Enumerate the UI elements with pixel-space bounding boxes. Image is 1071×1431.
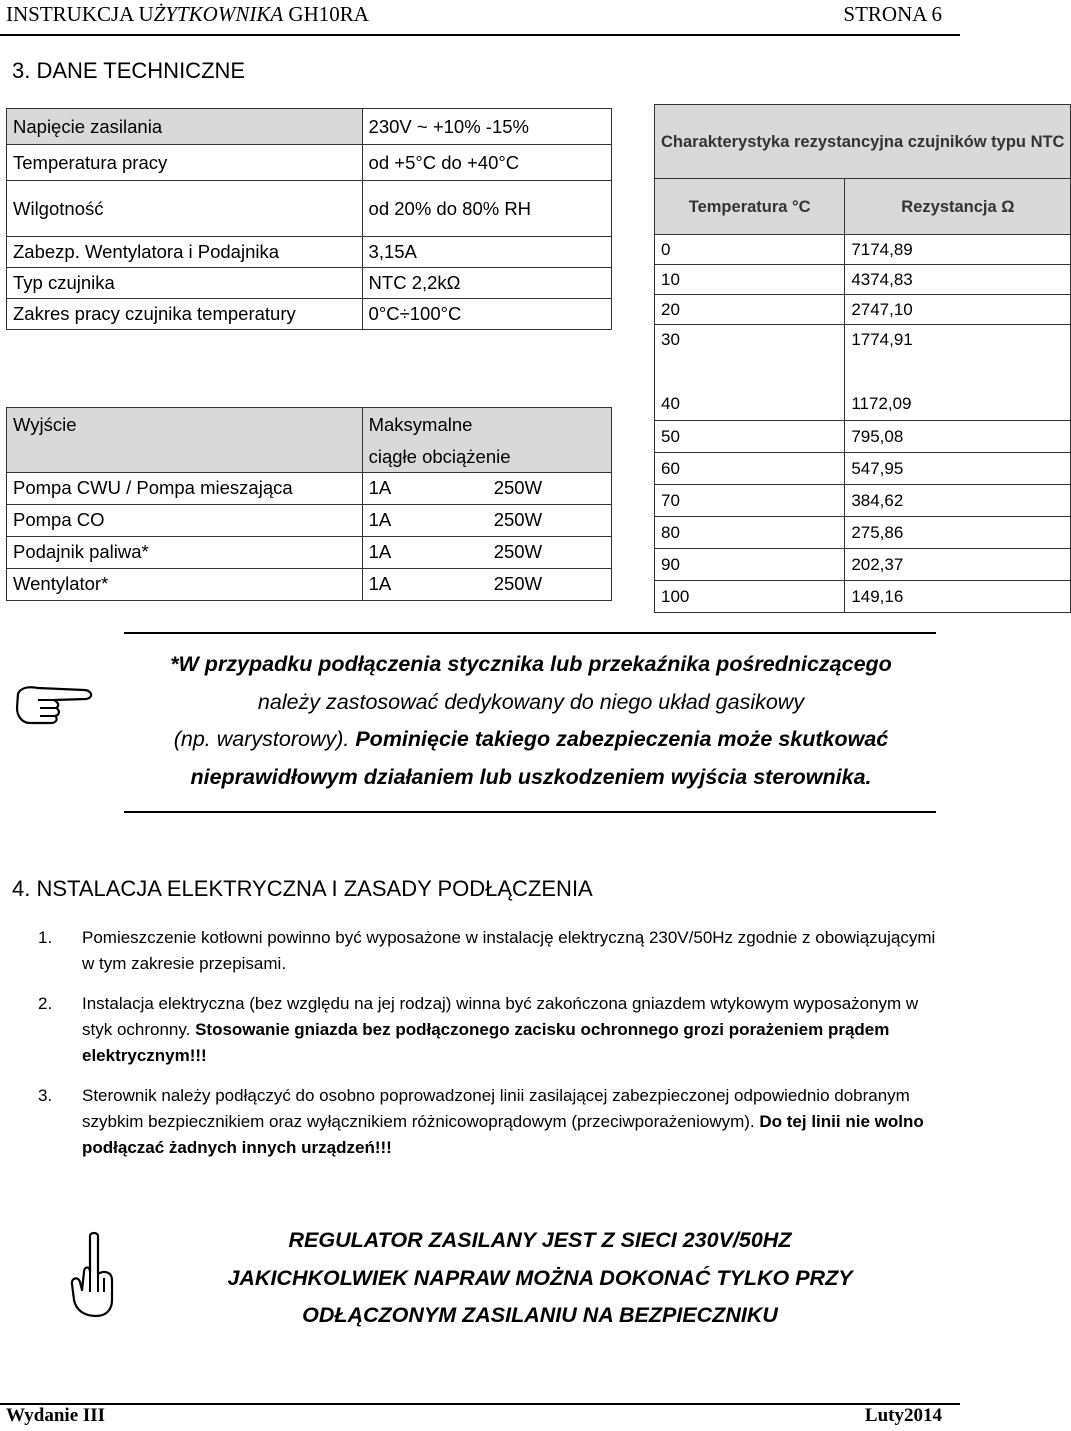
ntc-row [655, 549, 1071, 581]
spec-row [7, 181, 612, 237]
ntc-temp: 10 [655, 265, 845, 295]
ntc-header-row [655, 179, 1071, 235]
note-line-3b: Pominięcie takiego zabezpieczenia może skutkować [355, 727, 889, 751]
output-row [7, 504, 612, 536]
list-item-text: Instalacja elektryczna (bez względu na jej rodzaj) winna być zakończona gniazdem wtykowym wyposażonym w styk ochronny. [82, 994, 919, 1039]
ntc-temp: 70 [655, 485, 845, 517]
output-power: 250W [488, 536, 612, 568]
output-name: Pompa CWU / Pompa mieszająca [7, 472, 363, 504]
list-item-number: 1. [38, 928, 53, 947]
installation-list [38, 925, 938, 1175]
spec-value: od +5°C do +40°C [362, 145, 611, 181]
technical-data-table [6, 108, 612, 330]
header-title-italic: ŻYTKOWNIKA [153, 2, 284, 26]
final-warning-line-2: JAKICHKOLWIEK NAPRAW MOŻNA DOKONAĆ TYLKO PRZY [227, 1265, 853, 1290]
ntc-row [655, 265, 1071, 295]
max-load-header-line2: ciągłe obciążenie [362, 442, 611, 473]
section-3-heading: 3. DANE TECHNICZNE [12, 58, 246, 83]
output-power: 250W [488, 504, 612, 536]
output-power: 250W [488, 568, 612, 600]
max-load-header: Maksymalne [362, 408, 611, 442]
output-name: Wentylator* [7, 568, 363, 600]
spec-value: 230V ~ +10% -15% [362, 109, 611, 145]
ntc-temp: 90 [655, 549, 845, 581]
note-top-rule [124, 632, 936, 634]
output-row [7, 472, 612, 504]
output-power: 250W [488, 472, 612, 504]
list-item-text: Sterownik należy podłączyć do osobno poprowadzonej linii zasilającej zabezpieczonej odpowiednio dobranym szybkim bezpiecznikiem oraz wyłącznikiem różnicowoprądowym (przeciwporażeniowym). [82, 1086, 910, 1131]
output-name: Podajnik paliwa* [7, 536, 363, 568]
ntc-row [655, 235, 1071, 265]
ntc-temp: 20 [655, 295, 845, 325]
note-line-3a: (np. warystorowy). [173, 727, 356, 751]
list-item-warning: Stosowanie gniazda bez podłączonego zacisku ochronnego grozi porażeniem prądem elektrycznym!!! [82, 1020, 890, 1065]
ntc-temp: 100 [655, 581, 845, 613]
ntc-res: 1774,91 [845, 325, 1071, 355]
ntc-res: 275,86 [845, 517, 1071, 549]
ntc-characteristic-table [654, 104, 1071, 613]
ntc-row [655, 485, 1071, 517]
ntc-res: 4374,83 [845, 265, 1071, 295]
ntc-temp: 80 [655, 517, 845, 549]
ntc-res: 1172,09 [845, 389, 1071, 421]
header-title-tail: GH10RA [283, 2, 369, 26]
ntc-spacer-row [655, 355, 1071, 389]
ntc-row [655, 581, 1071, 613]
final-warning [160, 1222, 920, 1335]
output-row [7, 536, 612, 568]
document-header-title [6, 2, 369, 27]
section-4-heading: 4. NSTALACJA ELEKTRYCZNA I ZASADY PODŁĄCZENIA [12, 876, 593, 901]
spec-value: 0°C÷100°C [362, 299, 611, 330]
ntc-temp: 60 [655, 453, 845, 485]
ntc-temp: 40 [655, 389, 845, 421]
spec-row [7, 145, 612, 181]
output-current: 1A [362, 536, 488, 568]
spec-label: Temperatura pracy [7, 145, 363, 181]
ntc-row [655, 453, 1071, 485]
final-warning-line-3: ODŁĄCZONYM ZASILANIU NA BEZPIECZNIKU [302, 1303, 778, 1327]
ntc-res: 149,16 [845, 581, 1071, 613]
note-line-1: *W przypadku podłączenia stycznika lub przekaźnika pośredniczącego [170, 652, 892, 676]
page-number: STRONA 6 [843, 2, 942, 26]
list-item [38, 991, 938, 1069]
ntc-temp: 0 [655, 235, 845, 265]
ntc-res: 547,95 [845, 453, 1071, 485]
list-item-number: 2. [38, 994, 53, 1013]
ntc-temp: 30 [655, 325, 845, 355]
note-line-3 [126, 721, 936, 759]
list-item-text: Pomieszczenie kotłowni powinno być wyposażone w instalację elektryczną 230V/50Hz zgodnie z obowiązującymi w tym zakresie przepisami. [82, 928, 936, 973]
note-text [126, 646, 936, 796]
spec-label: Napięcie zasilania [7, 109, 363, 145]
ntc-title: Charakterystyka rezystancyjna czujników typu NTC [655, 105, 1071, 179]
spec-row [7, 268, 612, 299]
note-line-2: należy zastosować dedykowany do niego układ gasikowy [257, 689, 805, 714]
ntc-col-temperature: Temperatura °C [655, 179, 845, 235]
pointing-hand-icon [14, 680, 96, 726]
ntc-row [655, 421, 1071, 453]
spec-value: NTC 2,2kΩ [362, 268, 611, 299]
spec-label: Zabezp. Wentylatora i Podajnika [7, 237, 363, 268]
outputs-label: Wyjście [7, 408, 363, 473]
ntc-row [655, 389, 1071, 421]
ntc-row [655, 517, 1071, 549]
ntc-temp: 50 [655, 421, 845, 453]
spec-row [7, 237, 612, 268]
spec-row [7, 109, 612, 145]
spec-label: Zakres pracy czujnika temperatury [7, 299, 363, 330]
outputs-table [6, 407, 612, 601]
ntc-res: 384,62 [845, 485, 1071, 517]
output-current: 1A [362, 568, 488, 600]
ntc-res: 2747,10 [845, 295, 1071, 325]
spec-label: Typ czujnika [7, 268, 363, 299]
spec-value: 3,15A [362, 237, 611, 268]
ntc-col-resistance: Rezystancja Ω [845, 179, 1071, 235]
spec-row [7, 299, 612, 330]
output-current: 1A [362, 504, 488, 536]
header-divider [0, 34, 960, 36]
list-item [38, 1083, 938, 1161]
header-title-upright: INSTRUKCJA U [6, 2, 154, 26]
date-label: Luty2014 [864, 1405, 942, 1426]
outputs-header-row [7, 408, 612, 442]
note-line-4: nieprawidłowym działaniem lub uszkodzeniem wyjścia sterownika. [190, 764, 872, 789]
final-warning-line-1: REGULATOR ZASILANY JEST Z SIECI 230V/50HZ [288, 1228, 792, 1252]
output-name: Pompa CO [7, 504, 363, 536]
spec-value: od 20% do 80% RH [362, 181, 611, 237]
ntc-row [655, 325, 1071, 355]
list-item-warning: Do tej linii nie wolno podłączać żadnych innych urządzeń!!! [82, 1112, 924, 1157]
ntc-title-row [655, 105, 1071, 179]
list-item [38, 925, 938, 977]
ntc-res: 795,08 [845, 421, 1071, 453]
spec-label: Wilgotność [7, 181, 363, 237]
footer-divider [0, 1403, 960, 1405]
output-current: 1A [362, 472, 488, 504]
ntc-res: 202,37 [845, 549, 1071, 581]
output-row [7, 568, 612, 600]
ntc-row [655, 295, 1071, 325]
ntc-res: 7174,89 [845, 235, 1071, 265]
edition-label: Wydanie III [6, 1405, 106, 1426]
note-bottom-rule [124, 811, 936, 813]
list-item-number: 3. [38, 1086, 53, 1105]
raised-finger-hand-icon [66, 1230, 122, 1320]
